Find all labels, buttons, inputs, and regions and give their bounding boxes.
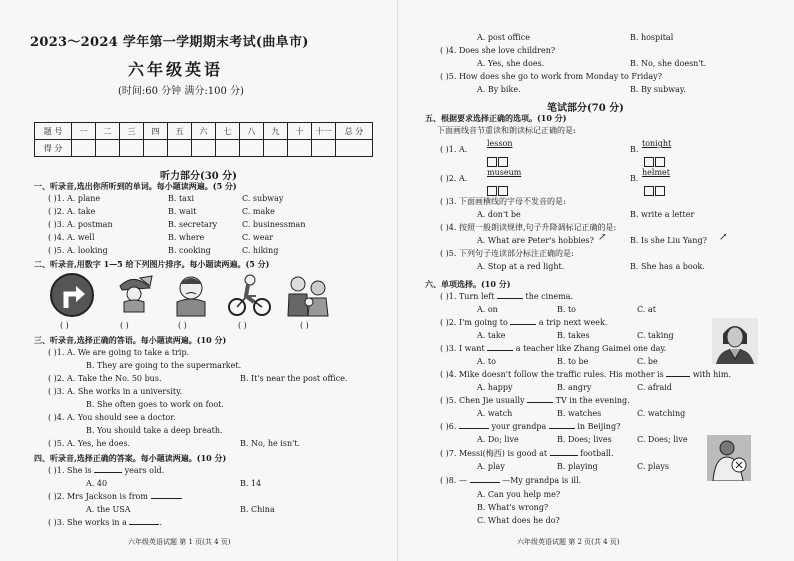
s6-q2 <box>440 318 607 328</box>
s5-q3-a: A. don't be <box>477 210 521 219</box>
s1-q5-c: C. hiking <box>242 246 279 255</box>
s6-q6-text: ( )6. <box>440 422 457 431</box>
s1-q5-b: B. cooking <box>168 246 211 255</box>
s6-q1-b: B. to <box>557 305 576 314</box>
s3-q3-a: ( )3. A. She works in a university. <box>48 387 183 396</box>
score-header-cell: 题 号 <box>35 123 72 140</box>
s3-q5-a: ( )5. A. Yes, he does. <box>48 439 131 448</box>
s5-q2: ( )2. A. <box>440 174 468 183</box>
r-top-q4: ( )4. Does she love children? <box>440 46 556 55</box>
section1-heading: 一、听录音,选出你所听到的单词。每小题读两遍。(5 分) <box>34 181 237 191</box>
s4-q1-end: years old. <box>124 466 165 475</box>
s6-q6-end: in Beijing? <box>577 422 621 431</box>
s5-q1-b-label: B. <box>630 145 639 154</box>
s1-q1-c: C. subway <box>242 194 284 203</box>
s1-q5: ( )5. A. looking <box>48 246 108 255</box>
s5-q3: ( )3. 下面画横线的字母不发音的是: <box>440 197 566 206</box>
s4-q1-b: B. 14 <box>240 479 262 488</box>
score-table-score-row <box>35 140 373 157</box>
s6-q8-c: C. What does he do? <box>477 516 560 525</box>
s5-q1-a-word: lesson <box>487 139 513 148</box>
s4-q3-blank[interactable] <box>129 524 159 525</box>
r-top-a5: A. By bike. <box>477 85 521 94</box>
s6-q2-b: B. takes <box>557 331 590 340</box>
score-cell[interactable] <box>120 140 144 157</box>
r-top-a4: A. Yes, she does. <box>477 59 545 68</box>
s3-q3-b: B. She often goes to work on foot. <box>86 400 224 409</box>
s6-q8-end: —My grandpa is ill. <box>502 476 582 485</box>
s2-bracket-1: ( ) <box>60 321 69 330</box>
right-page <box>397 0 794 561</box>
s6-q7-text: ( )7. Messi(梅西) is good at <box>440 449 548 458</box>
score-cell[interactable] <box>240 140 264 157</box>
s4-q2-text: ( )2. Mrs Jackson is from <box>48 492 148 501</box>
s6-q4 <box>440 370 731 380</box>
section4-heading: 四、听录音,选择正确的答案。每小题读两遍。(10 分) <box>34 453 227 463</box>
s6-q6-blank2[interactable] <box>549 428 575 429</box>
s5-q2-b-boxes <box>644 180 666 199</box>
s1-q1-b: B. taxi <box>168 194 195 203</box>
s4-q1-a: A. 40 <box>86 479 108 488</box>
rising-arrow-icon: ↗ <box>598 232 607 243</box>
s6-q2-blank[interactable] <box>510 324 536 325</box>
score-table <box>34 122 373 157</box>
s6-q7 <box>440 449 614 459</box>
s6-q3-text: ( )3. I want <box>440 344 485 353</box>
sad-boy-image <box>168 272 214 318</box>
s6-q6-c: C. Does; live <box>637 435 688 444</box>
written-title: 笔试部分(70 分) <box>547 103 624 114</box>
s6-q8 <box>440 476 581 486</box>
s3-q2-a: ( )2. A. Take the No. 50 bus. <box>48 374 162 383</box>
s6-q3-c: C. be <box>637 357 658 366</box>
s4-q2-blank[interactable] <box>151 498 181 499</box>
r-top-a1: A. post office <box>477 33 530 42</box>
s6-q2-a: A. take <box>477 331 506 340</box>
s6-q5 <box>440 396 630 406</box>
s4-q3: ( )3. She works in a . <box>48 518 162 527</box>
score-cell[interactable] <box>288 140 312 157</box>
section3-heading: 三、听录音,选择正确的答语。每小题读两遍。(10 分) <box>34 335 227 345</box>
r-top-b1: B. hospital <box>630 33 674 42</box>
s5-q1-b-word: tonight <box>642 139 672 148</box>
s6-q1-end: the cinema. <box>525 292 573 301</box>
s6-q7-c: C. plays <box>637 462 669 471</box>
score-cell[interactable] <box>216 140 240 157</box>
score-cell[interactable] <box>312 140 336 157</box>
score-header-cell: 五 <box>168 123 192 140</box>
score-header-cell: 四 <box>144 123 168 140</box>
s4-q1-blank[interactable] <box>94 472 122 473</box>
s6-q8-b: B. What's wrong? <box>477 503 549 512</box>
s1-q3: ( )3. A. postman <box>48 220 113 229</box>
s6-q7-a: A. play <box>477 462 505 471</box>
s3-q1-b: B. They are going to the supermarket. <box>86 361 242 370</box>
time-info: (时间:60 分钟 满分:100 分) <box>118 86 244 97</box>
score-header-cell: 十 <box>288 123 312 140</box>
s6-q5-blank[interactable] <box>527 402 553 403</box>
s6-q6 <box>440 422 620 432</box>
s4-q1 <box>48 466 164 476</box>
s6-q6-b: B. Does; lives <box>557 435 612 444</box>
listening-title: 听力部分(30 分) <box>160 171 237 182</box>
s6-q3-blank[interactable] <box>487 350 513 351</box>
score-header-cell: 九 <box>264 123 288 140</box>
s1-q2-b: B. wait <box>168 207 197 216</box>
s5-q4-b: B. Is she Liu Yang? <box>630 236 707 245</box>
s5-q5: ( )5. 下列句子连读部分标注正确的是: <box>440 249 574 258</box>
s6-q1-c: C. at <box>637 305 656 314</box>
s4-q1-text: ( )1. She is <box>48 466 92 475</box>
s6-q3 <box>440 344 666 354</box>
s4-q2-a: A. the USA <box>86 505 131 514</box>
s6-q1-text: ( )1. Turn left <box>440 292 495 301</box>
hiking-boy-image <box>110 272 156 318</box>
messi-photo <box>707 435 751 481</box>
s2-bracket-3: ( ) <box>178 321 187 330</box>
s6-q6-blank1[interactable] <box>459 428 489 429</box>
cycling-boy-image <box>226 272 272 318</box>
score-header-cell: 三 <box>120 123 144 140</box>
score-header-cell: 二 <box>96 123 120 140</box>
s1-q2: ( )2. A. take <box>48 207 96 216</box>
zhang-gaimei-photo <box>712 318 758 364</box>
score-cell[interactable] <box>96 140 120 157</box>
s6-q2-text: ( )2. I'm going to <box>440 318 508 327</box>
s5-q4-a: A. What are Peter's hobbies? <box>477 236 594 245</box>
s4-q3-text: ( )3. She works in a <box>48 518 127 527</box>
r-top-b5: B. By subway. <box>630 85 686 94</box>
s5-q5-b: B. She has a book. <box>630 262 705 271</box>
s6-q8-blank[interactable] <box>470 482 500 483</box>
s5-q3-b: B. write a letter <box>630 210 695 219</box>
r-top-b4: B. No, she doesn't. <box>630 59 707 68</box>
s3-q2-b: B. It's near the post office. <box>240 374 348 383</box>
s1-q3-c: C. businessman <box>242 220 306 229</box>
score-header-cell: 十一 <box>312 123 336 140</box>
s5-q2-b-word: helmet <box>642 168 670 177</box>
rising-arrow-icon: ↗ <box>719 232 728 243</box>
family-people-image <box>286 272 332 318</box>
s6-q8-a: A. Can you help me? <box>477 490 561 499</box>
s6-q4-b: B. angry <box>557 383 592 392</box>
s5-q1: ( )1. A. <box>440 145 468 154</box>
s6-q4-a: A. happy <box>477 383 513 392</box>
s6-q6-a: A. Do; live <box>477 435 519 444</box>
s6-q4-blank[interactable] <box>666 376 690 377</box>
section5-heading: 五、根据要求选择正确的选项。(10 分) <box>425 113 567 123</box>
s1-q4: ( )4. A. well <box>48 233 95 242</box>
s6-q4-end: with him. <box>692 370 731 379</box>
s5-q2-b-label: B. <box>630 174 639 183</box>
score-cell[interactable] <box>336 140 373 157</box>
s6-q7-blank[interactable] <box>550 455 578 456</box>
s5-q5-a: A. Stop at a red light. <box>477 262 565 271</box>
s6-q8-text: ( )8. — <box>440 476 467 485</box>
s3-q4-a: ( )4. A. You should see a doctor. <box>48 413 176 422</box>
turn-right-sign-image <box>49 272 95 318</box>
left-footer: 六年级英语试题 第 1 页(共 4 页) <box>128 538 231 546</box>
s3-q1-a: ( )1. A. We are going to take a trip. <box>48 348 190 357</box>
s3-q5-b: B. No, he isn't. <box>240 439 301 448</box>
s4-q2: ( )2. Mrs Jackson is from . <box>48 492 184 501</box>
right-footer: 六年级英语试题 第 2 页(共 4 页) <box>517 538 620 546</box>
s6-q1-a: A. on <box>477 305 498 314</box>
s5-sub1: 下面画线音节重读和朗读标记正确的是: <box>437 126 576 135</box>
s6-q5-c: C. watching <box>637 409 686 418</box>
s6-q5-text: ( )5. Chen Jie usually <box>440 396 525 405</box>
s6-q7-b: B. playing <box>557 462 598 471</box>
s6-q1-blank[interactable] <box>497 298 523 299</box>
exam-title: 2023～2024 学年第一学期期末考试(曲阜市) <box>30 35 309 50</box>
s1-q2-c: C. make <box>242 207 275 216</box>
exam-subtitle: 六年级英语 <box>128 60 224 79</box>
score-header-cell: 八 <box>240 123 264 140</box>
s6-q3-end: a teacher like Zhang Gaimei one day. <box>515 344 667 353</box>
score-cell[interactable] <box>168 140 192 157</box>
s1-q3-b: B. secretary <box>168 220 218 229</box>
s2-bracket-5: ( ) <box>300 321 309 330</box>
s6-q5-end: TV in the evening. <box>555 396 630 405</box>
score-row-label: 得 分 <box>35 140 72 157</box>
s6-q4-text: ( )4. Mike doesn't follow the traffic rules. His mother is <box>440 370 664 379</box>
s6-q6-mid: your grandpa <box>491 422 547 431</box>
s6-q3-a: A. to <box>477 357 496 366</box>
score-cell[interactable] <box>192 140 216 157</box>
s6-q5-a: A. watch <box>477 409 513 418</box>
section6-heading: 六、单项选择。(10 分) <box>425 279 511 289</box>
s6-q5-b: B. watches <box>557 409 602 418</box>
score-header-cell: 六 <box>192 123 216 140</box>
r-top-q5: ( )5. How does she go to work from Monday to Friday? <box>440 72 662 81</box>
s6-q7-end: football. <box>580 449 614 458</box>
s2-bracket-4: ( ) <box>238 321 247 330</box>
s6-q1 <box>440 292 573 302</box>
section2-heading: 二、听录音,用数字 1—5 给下列图片排序。每小题读两遍。(5 分) <box>34 259 270 269</box>
s4-q2-b: B. China <box>240 505 275 514</box>
s6-q2-c: C. taking <box>637 331 674 340</box>
s5-q2-a-word: museum <box>487 168 522 177</box>
s1-q4-b: B. where <box>168 233 205 242</box>
s1-q1: ( )1. A. plane <box>48 194 101 203</box>
s6-q2-end: a trip next week. <box>538 318 608 327</box>
s5-q4: ( )4. 按照一般朗读规律,句子升降调标记正确的是: <box>440 223 617 232</box>
score-header-cell: 总 分 <box>336 123 373 140</box>
s2-bracket-2: ( ) <box>120 321 129 330</box>
s6-q3-b: B. to be <box>557 357 589 366</box>
s1-q4-c: C. wear <box>242 233 274 242</box>
score-cell[interactable] <box>72 140 96 157</box>
score-cell[interactable] <box>264 140 288 157</box>
s6-q4-c: C. afraid <box>637 383 672 392</box>
score-cell[interactable] <box>144 140 168 157</box>
score-header-cell: 一 <box>72 123 96 140</box>
score-table-header-row <box>35 123 373 140</box>
score-header-cell: 七 <box>216 123 240 140</box>
s3-q4-b: B. You should take a deep breath. <box>86 426 223 435</box>
